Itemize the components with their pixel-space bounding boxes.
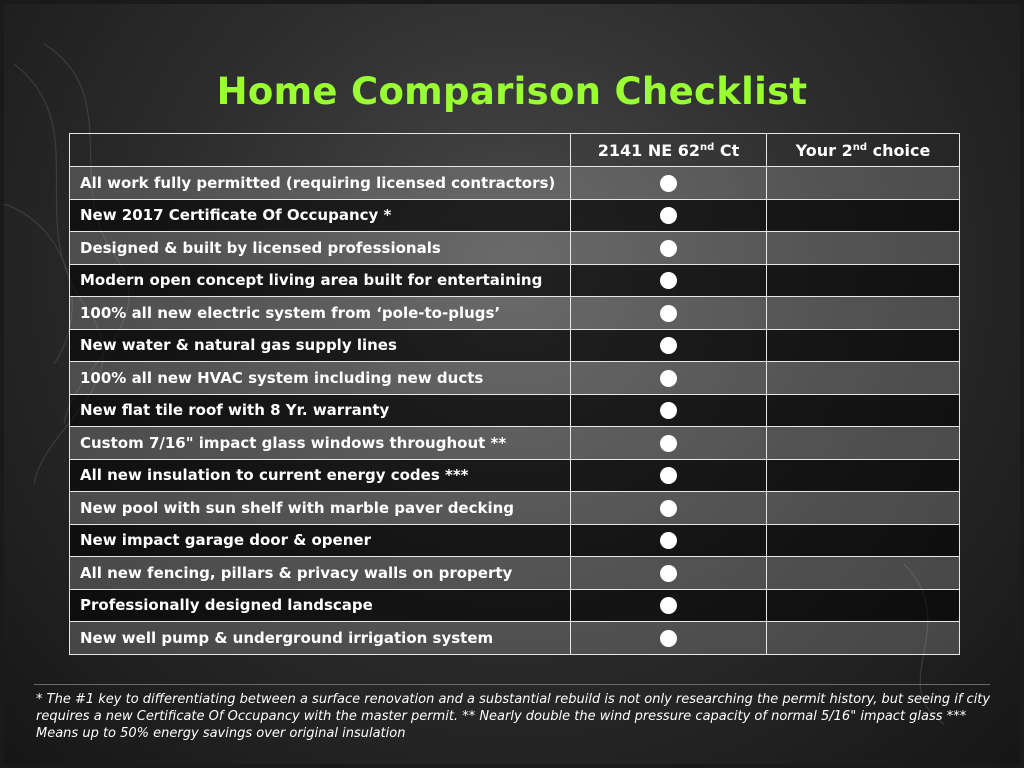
table-row (70, 232, 960, 265)
home-check-cell (571, 524, 767, 557)
second-choice-cell[interactable] (767, 427, 960, 460)
white-dot-icon (660, 500, 677, 517)
home-check-cell (571, 329, 767, 362)
second-choice-cell[interactable] (767, 264, 960, 297)
second-choice-cell[interactable] (767, 492, 960, 525)
feature-label: New pool with sun shelf with marble paver decking (70, 492, 571, 525)
table-row (70, 167, 960, 200)
table-row (70, 329, 960, 362)
home-check-cell (571, 362, 767, 395)
white-dot-icon (660, 435, 677, 452)
comparison-table (69, 133, 960, 655)
feature-label: Modern open concept living area built for entertaining (70, 264, 571, 297)
table-row (70, 492, 960, 525)
home-check-cell (571, 199, 767, 232)
table-row (70, 589, 960, 622)
second-choice-cell[interactable] (767, 622, 960, 655)
white-dot-icon (660, 240, 677, 257)
white-dot-icon (660, 305, 677, 322)
home-check-cell (571, 167, 767, 200)
white-dot-icon (660, 175, 677, 192)
table-row (70, 264, 960, 297)
white-dot-icon (660, 337, 677, 354)
feature-label: All work fully permitted (requiring licensed contractors) (70, 167, 571, 200)
second-choice-cell[interactable] (767, 232, 960, 265)
home-check-cell (571, 264, 767, 297)
home-check-cell (571, 492, 767, 525)
home-check-cell (571, 459, 767, 492)
second-choice-cell[interactable] (767, 167, 960, 200)
table-row (70, 524, 960, 557)
feature-label: New flat tile roof with 8 Yr. warranty (70, 394, 571, 427)
home-check-cell (571, 557, 767, 590)
feature-label: New water & natural gas supply lines (70, 329, 571, 362)
divider (34, 684, 990, 685)
white-dot-icon (660, 597, 677, 614)
second-choice-cell[interactable] (767, 329, 960, 362)
page-title: Home Comparison Checklist (216, 70, 808, 113)
home-check-cell (571, 589, 767, 622)
table-row (70, 459, 960, 492)
home-check-cell (571, 297, 767, 330)
white-dot-icon (660, 630, 677, 647)
table-row (70, 394, 960, 427)
white-dot-icon (660, 370, 677, 387)
header-blank-cell (70, 134, 571, 167)
second-choice-cell[interactable] (767, 557, 960, 590)
feature-label: New 2017 Certificate Of Occupancy * (70, 199, 571, 232)
second-choice-cell[interactable] (767, 362, 960, 395)
table-row (70, 199, 960, 232)
home-check-cell (571, 622, 767, 655)
feature-label: All new fencing, pillars & privacy walls on property (70, 557, 571, 590)
white-dot-icon (660, 467, 677, 484)
column-header-second-choice: Your 2nd choice (767, 134, 960, 167)
white-dot-icon (660, 565, 677, 582)
second-choice-cell[interactable] (767, 297, 960, 330)
table-row (70, 427, 960, 460)
feature-label: All new insulation to current energy codes *** (70, 459, 571, 492)
white-dot-icon (660, 272, 677, 289)
feature-label: New impact garage door & opener (70, 524, 571, 557)
feature-label: Designed & built by licensed professionals (70, 232, 571, 265)
feature-label: Professionally designed landscape (70, 589, 571, 622)
table-row (70, 362, 960, 395)
slide (4, 4, 1020, 764)
feature-label: 100% all new electric system from ‘pole-to-plugs’ (70, 297, 571, 330)
second-choice-cell[interactable] (767, 589, 960, 622)
column-header-home: 2141 NE 62nd Ct (571, 134, 767, 167)
second-choice-cell[interactable] (767, 394, 960, 427)
home-check-cell (571, 394, 767, 427)
feature-label: 100% all new HVAC system including new ducts (70, 362, 571, 395)
feature-label: New well pump & underground irrigation system (70, 622, 571, 655)
white-dot-icon (660, 532, 677, 549)
table-row (70, 557, 960, 590)
footnote: * The #1 key to differentiating between a surface renovation and a substantial rebuild is not only researching the permit history, but seeing if city requires a new Certificate Of Occupancy with the master permit. ** Nearly double the wind pressure capacity of normal 5/16" impact glass *** Means up to 50% energy savings over original insulation (36, 692, 991, 741)
white-dot-icon (660, 402, 677, 419)
table-row (70, 297, 960, 330)
table-header-row (70, 134, 960, 167)
white-dot-icon (660, 207, 677, 224)
second-choice-cell[interactable] (767, 459, 960, 492)
second-choice-cell[interactable] (767, 199, 960, 232)
table-row (70, 622, 960, 655)
feature-label: Custom 7/16" impact glass windows throughout ** (70, 427, 571, 460)
home-check-cell (571, 427, 767, 460)
second-choice-cell[interactable] (767, 524, 960, 557)
home-check-cell (571, 232, 767, 265)
